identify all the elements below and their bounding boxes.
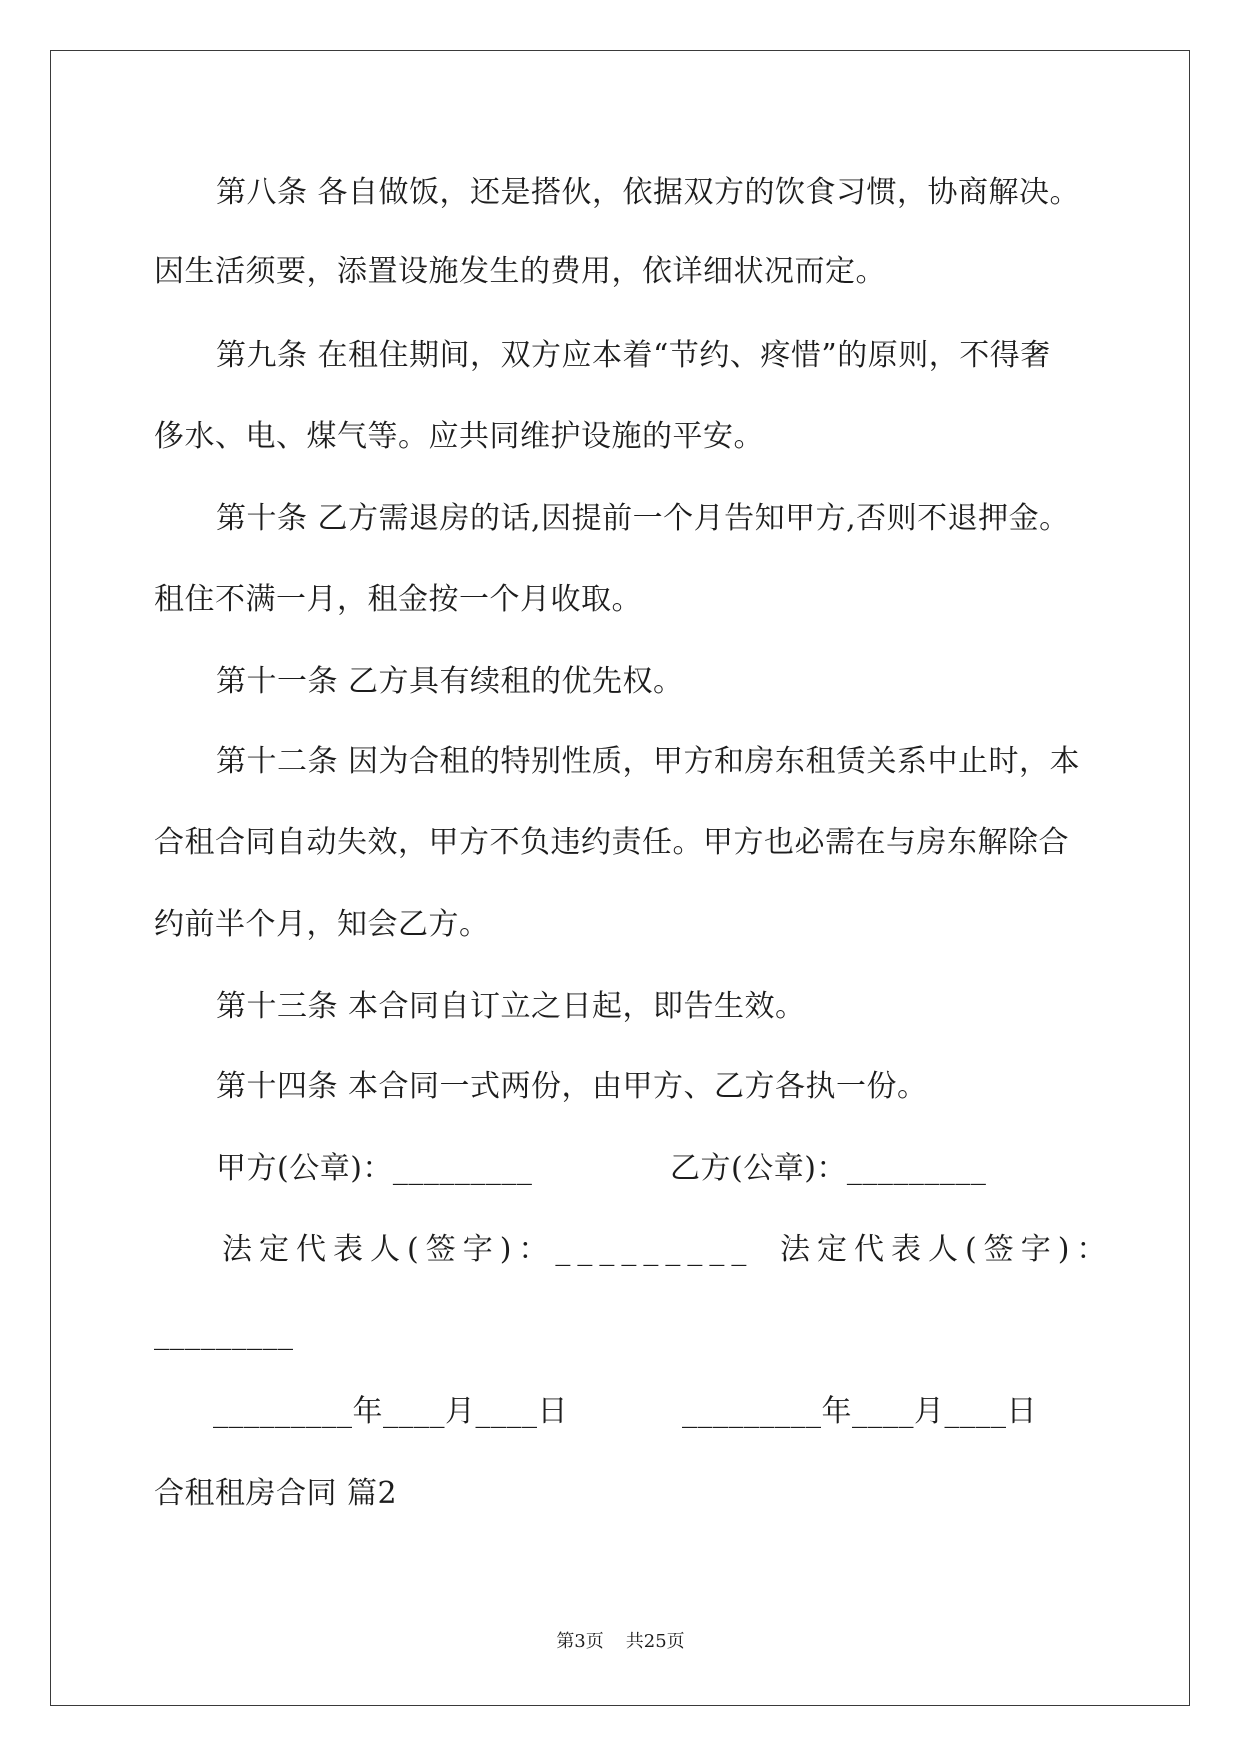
- page-border: [50, 50, 1190, 1706]
- article-13-line-1: 第十三条 本合同自订立之日起，即告生效。: [216, 989, 806, 1024]
- article-14-line-1: 第十四条 本合同一式两份，由甲方、乙方各执一份。: [216, 1069, 928, 1104]
- article-9-line-1: 第九条 在租住期间，双方应本着“节约、疼惜”的原则，不得奢: [216, 338, 1051, 373]
- article-12-line-1: 第十二条 因为合租的特别性质，甲方和房东租赁关系中止时，本: [216, 744, 1081, 779]
- article-10-line-2: 租住不满一月，租金按一个月收取。: [154, 582, 642, 617]
- article-12-line-2: 合租合同自动失效，甲方不负违约责任。甲方也必需在与房东解除合: [154, 825, 1069, 860]
- article-11-line-1: 第十一条 乙方具有续租的优先权。: [216, 664, 684, 699]
- party-b-representative-blank: _________: [154, 1316, 294, 1351]
- next-section-title: 合租租房合同 篇2: [154, 1476, 398, 1511]
- article-9-line-2: 侈水、电、煤气等。应共同维护设施的平安。: [154, 419, 764, 454]
- party-a-seal: 甲方(公章)：_________: [216, 1151, 533, 1186]
- party-b-seal: 乙方(公章)：_________: [670, 1151, 987, 1186]
- party-b-date: _________年____月____日: [682, 1394, 1037, 1429]
- party-a-representative: 法定代表人(签字)：_________: [222, 1232, 754, 1267]
- page-total: 共25页: [625, 1631, 685, 1652]
- party-a-date: _________年____月____日: [213, 1394, 568, 1429]
- article-8-line-1: 第八条 各自做饭，还是搭伙，依据双方的饮食习惯，协商解决。: [216, 175, 1081, 210]
- party-b-representative: 法定代表人(签字)：: [780, 1232, 1114, 1267]
- article-12-line-3: 约前半个月，知会乙方。: [154, 907, 490, 942]
- page-footer: [0, 1630, 1241, 1654]
- article-8-line-2: 因生活须要，添置设施发生的费用，依详细状况而定。: [154, 254, 886, 289]
- article-10-line-1: 第十条 乙方需退房的话,因提前一个月告知甲方,否则不退押金。: [216, 501, 1070, 536]
- page-number: 第3页: [556, 1631, 604, 1652]
